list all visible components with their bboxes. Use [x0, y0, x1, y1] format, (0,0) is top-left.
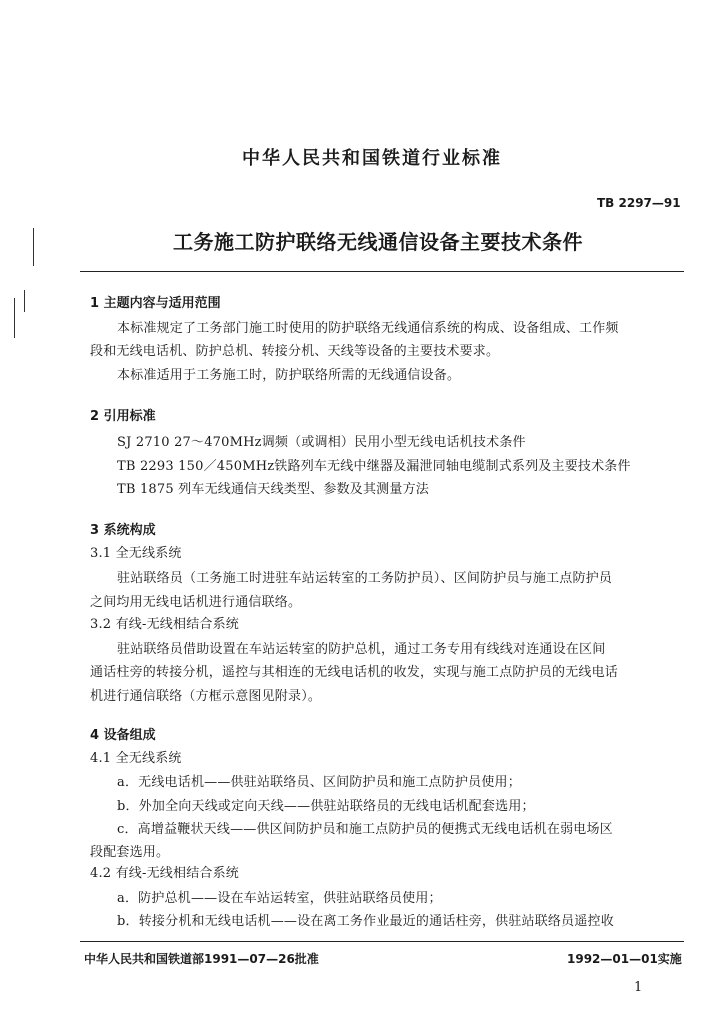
- list-item: 段配套选用。: [90, 845, 170, 860]
- section-3-2-paragraph-line: 通话柱旁的转接分机，遥控与其相连的无线电话机的收发，实现与施工点防护员的无线电话: [90, 665, 619, 680]
- subsection-3-1-heading: 3.1 全无线系统: [90, 546, 182, 561]
- list-item: b．转接分机和无线电话机——设在离工务作业最近的通话柱旁，供驻站联络员遥控收: [117, 914, 614, 929]
- section-1-paragraph-line: 本标准适用于工务施工时，防护联络所需的无线通信设备。: [117, 368, 461, 383]
- section-4-heading: 4 设备组成: [90, 728, 156, 743]
- reference-item: SJ 2710 27～470MHz调频（或调相）民用小型无线电话机技术条件: [117, 435, 526, 450]
- section-2-heading: 2 引用标准: [90, 409, 156, 424]
- subsection-4-1-heading: 4.1 全无线系统: [90, 751, 182, 766]
- page-number: 1: [634, 980, 643, 995]
- header-rule: [80, 271, 684, 272]
- org-title: 中华人民共和国铁道行业标准: [242, 148, 502, 169]
- approval-line: 中华人民共和国铁道部1991—07—26批准: [84, 952, 319, 966]
- section-1-paragraph-line: 本标准规定了工务部门施工时使用的防护联络无线通信系统的构成、设备组成、工作频: [117, 321, 619, 336]
- subsection-3-2-heading: 3.2 有线-无线相结合系统: [90, 617, 239, 632]
- list-item: b．外加全向天线或定向天线——供驻站联络员的无线电话机配套选用；: [117, 799, 535, 814]
- binding-mark: [33, 228, 34, 266]
- subsection-4-2-heading: 4.2 有线-无线相结合系统: [90, 866, 239, 881]
- section-1-heading: 1 主题内容与适用范围: [90, 296, 221, 311]
- binding-mark: [14, 298, 15, 338]
- section-3-2-paragraph-line: 机进行通信联络（方框示意图见附录）。: [90, 689, 322, 704]
- section-1-paragraph-line: 段和无线电话机、防护总机、转接分机、天线等设备的主要技术要求。: [90, 344, 500, 359]
- list-item: a．防护总机——设在车站运转室，供驻站联络员使用；: [117, 891, 442, 906]
- footer-rule: [80, 941, 684, 942]
- reference-item: TB 2293 150／450MHz铁路列车无线中继器及漏泄同轴电缆制式系列及主要技术条件: [117, 459, 631, 474]
- effective-date: 1992—01—01实施: [567, 952, 682, 966]
- document-title: 工务施工防护联络无线通信设备主要技术条件: [173, 230, 583, 254]
- list-item: a．无线电话机——供驻站联络员、区间防护员和施工点防护员使用；: [117, 775, 521, 790]
- section-3-heading: 3 系统构成: [90, 523, 156, 538]
- reference-item: TB 1875 列车无线通信天线类型、参数及其测量方法: [117, 482, 429, 497]
- section-3-2-paragraph-line: 驻站联络员借助设置在车站运转室的防护总机，通过工务专用有线线对连通设在区间: [117, 642, 606, 657]
- binding-mark: [24, 290, 25, 312]
- standard-code: TB 2297—91: [597, 196, 681, 210]
- section-3-1-paragraph-line: 之间均用无线电话机进行通信联络。: [90, 595, 302, 610]
- section-3-1-paragraph-line: 驻站联络员（工务施工时进驻车站运转室的工务防护员）、区间防护员与施工点防护员: [117, 571, 613, 586]
- list-item: c．高增益鞭状天线——供区间防护员和施工点防护员的便携式无线电话机在弱电场区: [117, 822, 613, 837]
